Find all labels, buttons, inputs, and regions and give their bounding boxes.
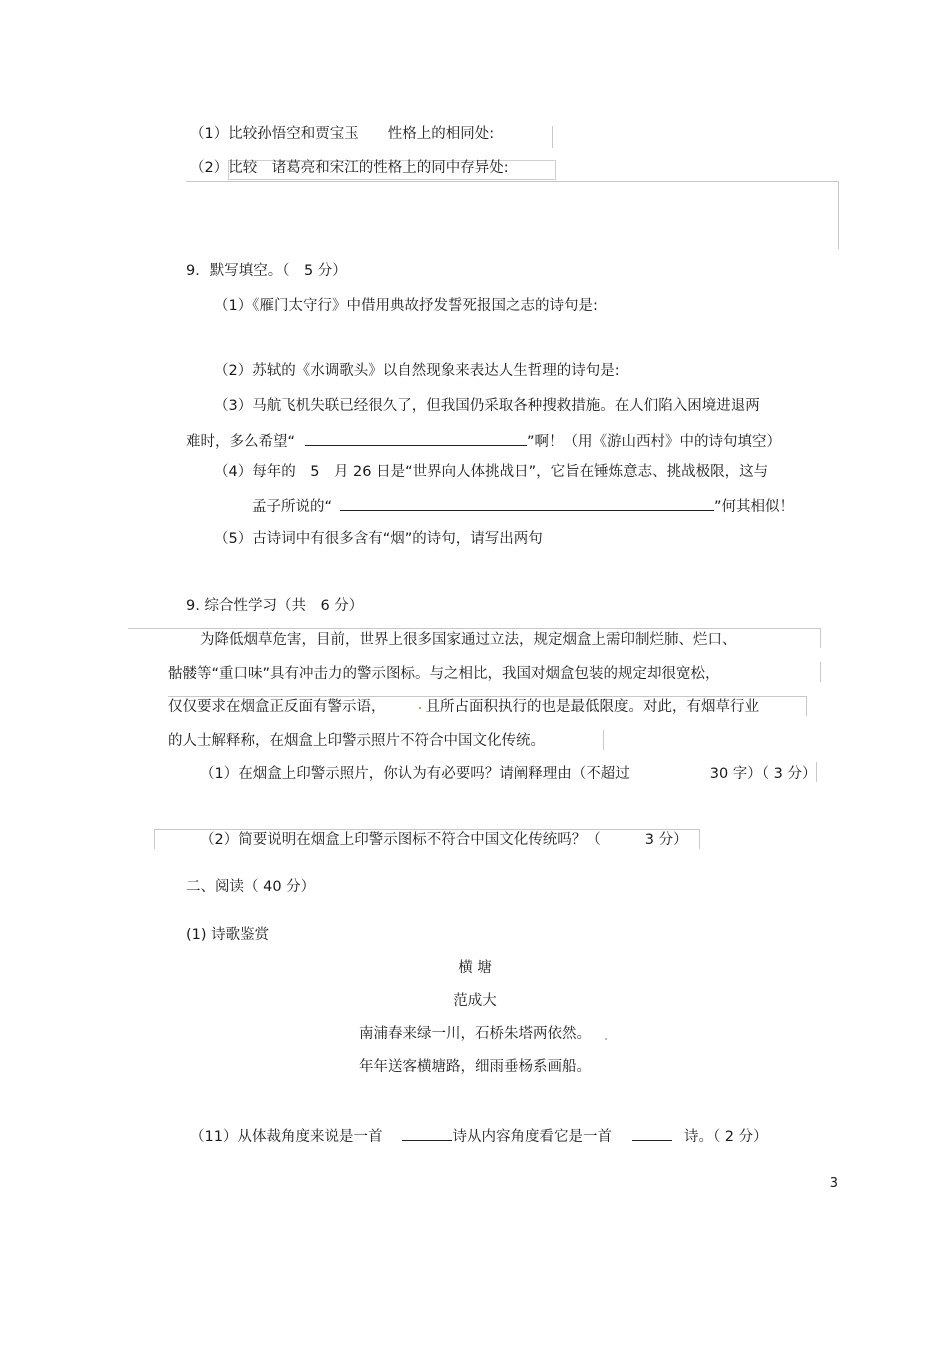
answer-blank[interactable] [632, 1124, 672, 1141]
table-border [154, 829, 155, 849]
table-border [699, 829, 700, 849]
q9-item-3-text-b: ”啊！（用《游山西村》中的诗句填空） [527, 434, 782, 450]
q9-heading: 9．默写填空。（ 5 分） [186, 263, 347, 279]
q9b-item-1-a: （1）在烟盒上印警示照片，你认为有必要吗？请阐释理由（不超过 [200, 766, 630, 782]
q9-item-3-line-1: （3）马航飞机失联已经很久了，但我国仍采取各种搜救措施。在人们陷入困境进退两 [214, 398, 760, 414]
q9b-item-2-a: （2）简要说明在烟盒上印警示图标不符合中国文化传统吗？（ [200, 832, 601, 848]
answer-blank[interactable] [402, 1124, 452, 1141]
table-border [806, 696, 807, 716]
poetry-appreciation-heading: (1) 诗歌鉴赏 [186, 927, 270, 943]
q9-item-5: （5）古诗词中有很多含有“烟”的诗句，请写出两句 [214, 531, 543, 547]
q9b-paragraph-line-1: 为降低烟草危害，目前，世界上很多国家通过立法，规定烟盒上需印制烂肺、烂口、 [200, 632, 737, 648]
page-number: 3 [829, 1176, 838, 1191]
q9b-item-2-b: 3 分） [644, 832, 688, 848]
q9b-item-1 [200, 764, 817, 784]
table-border [186, 181, 838, 182]
q8-item-2: （2）比较 诸葛亮和宋江的性格上的同中存异处: [190, 160, 509, 176]
q9b-paragraph-line-3-a: 仅仅要求在烟盒正反面有警示语， [168, 699, 386, 715]
table-border [820, 662, 821, 682]
q9b-heading: 9. 综合性学习（共 6 分） [186, 598, 364, 614]
table-border [128, 628, 820, 629]
q9-item-4-text-a: 孟子所说的“ [252, 499, 333, 515]
section-2-heading: 二、阅读（ 40 分） [186, 879, 316, 895]
q9b-item-1-b: 30 字）（ 3 分） [709, 766, 817, 782]
q11-text-a: （11）从体裁角度来说是一首 [190, 1129, 383, 1145]
q9b-paragraph-line-2: 骷髅等“重口味”具有冲击力的警示图标。与之相比，我国对烟盒包装的规定却很宽松， [168, 666, 720, 682]
poem-title: 横 塘 [458, 960, 492, 976]
q8-item-1: （1）比较孙悟空和贾宝玉 性格上的相同处: [190, 126, 495, 142]
table-border [820, 628, 821, 648]
q9-item-3-text-a: 难时，多么希望“ [186, 434, 296, 450]
poem-author: 范成大 [453, 993, 497, 1009]
q9b-paragraph-line-3 [168, 697, 759, 717]
q9-item-1: （1）《雁门太守行》中借用典故抒发誓死报国之志的诗句是: [214, 298, 598, 314]
answer-blank[interactable] [340, 494, 714, 511]
q9-item-3-line-2 [186, 429, 781, 452]
table-border [838, 181, 839, 249]
q9b-paragraph-line-4: 的人士解释称，在烟盒上印警示照片不符合中国文化传统。 [168, 733, 545, 749]
q11-text-b: 诗从内容角度看它是一首 [452, 1129, 612, 1145]
q9-item-4-line-1: （4）每年的 5 月 26 日是“世界向人体挑战日”，它旨在锤炼意志、挑战极限，这与 [214, 464, 769, 480]
q11-text-c: 诗。（ 2 分） [683, 1129, 768, 1145]
answer-blank[interactable] [305, 429, 527, 446]
q9b-item-2 [200, 830, 688, 850]
q9b-paragraph-line-3-b: 且所占面积执行的也是最低限度。对此，有烟草行业 [425, 699, 759, 715]
q9-item-2: （2）苏轼的《水调歌头》以自然现象来表达人生哲理的诗句是: [214, 363, 620, 379]
poem-line-2: 年年送客横塘路，细雨垂杨系画船。 [359, 1059, 591, 1075]
table-border [552, 126, 553, 148]
poem-line-1: 南浦春来绿一川，石桥朱塔两依然。 [359, 1026, 591, 1042]
table-border [603, 730, 604, 750]
q9-item-4-line-2 [252, 494, 794, 517]
q11 [190, 1124, 768, 1147]
q9-item-4-text-b: ”何其相似！ [714, 499, 795, 515]
